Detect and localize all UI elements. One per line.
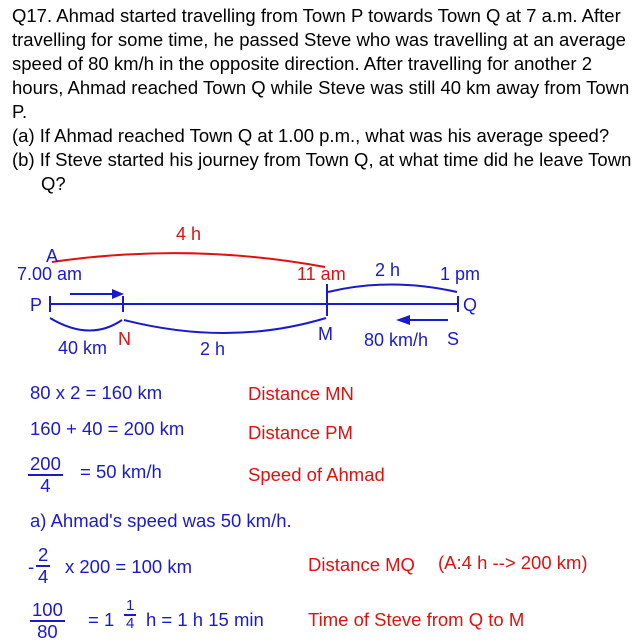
label-s: S [447, 329, 460, 349]
note-time: Time of Steve from Q to M [308, 609, 525, 630]
label-p: P [30, 295, 43, 315]
question-part-a: (a) If Ahmad reached Town Q at 1.00 p.m., what was his average speed? [12, 125, 610, 146]
minus-sign: - [28, 556, 35, 577]
calc-pm: 160 + 40 = 200 km [30, 418, 185, 439]
fraction-100-80 [30, 600, 65, 642]
calc-time-eq: = 1 [88, 609, 115, 630]
note-pm: Distance PM [248, 422, 353, 443]
label-m: M [318, 324, 333, 344]
note-mn: Distance MN [248, 383, 354, 404]
time-end: 1 pm [440, 264, 481, 284]
calc-mn: 80 x 2 = 160 km [30, 382, 163, 403]
question-text [12, 4, 632, 196]
fraction-1-4 [124, 598, 136, 632]
label-a: A [46, 246, 59, 266]
label-2h-top: 2 h [375, 260, 401, 280]
note-speed: Speed of Ahmad [248, 464, 385, 485]
journey-diagram [0, 222, 640, 372]
fraction-denominator: 4 [40, 475, 51, 496]
note-mq-detail: (A:4 h --> 200 km) [438, 552, 588, 573]
note-mq: Distance MQ [308, 554, 415, 575]
label-n: N [118, 329, 131, 349]
fraction-numerator: 2 [38, 544, 49, 565]
arc-2h-top [328, 285, 457, 293]
fraction-2-4 [36, 545, 50, 587]
steve-arrowhead [396, 315, 410, 325]
fraction-200-4 [28, 454, 63, 496]
arc-2h-bottom [124, 318, 326, 333]
fraction-numerator: 1 [126, 597, 135, 614]
fraction-denominator: 4 [38, 566, 49, 587]
question-part-b: (b) If Steve started his journey from Town Q, at what time did he leave Town Q? [12, 149, 632, 194]
arc-4h [52, 253, 325, 267]
label-q: Q [463, 295, 478, 315]
arc-40km [50, 318, 122, 331]
label-40km: 40 km [58, 338, 108, 358]
fraction-numerator: 100 [32, 599, 63, 620]
speed-steve: 80 km/h [364, 330, 429, 350]
time-start: 7.00 am [17, 264, 83, 284]
label-2h-bottom: 2 h [200, 339, 226, 359]
fraction-numerator: 200 [30, 453, 61, 474]
question-intro: Q17. Ahmad started travelling from Town P towards Town Q at 7 a.m. After travelling for some time, he passed Steve who was travelling at an average speed of 80 km/h in the opposite direction. After travelling for another 2 hours, Ahmad reached Town Q while Steve was still 40 km away from Town P. [12, 5, 630, 122]
fraction-denominator: 4 [126, 615, 135, 632]
label-4h: 4 h [176, 224, 202, 244]
fraction-denominator: 80 [37, 621, 58, 642]
calc-mq: x 200 = 100 km [65, 556, 193, 577]
answer-a: a) Ahmad's speed was 50 km/h. [30, 510, 292, 531]
calc-time: h = 1 h 15 min [146, 609, 264, 630]
calc-speed: = 50 km/h [80, 461, 162, 482]
time-meet: 11 am [297, 264, 346, 284]
